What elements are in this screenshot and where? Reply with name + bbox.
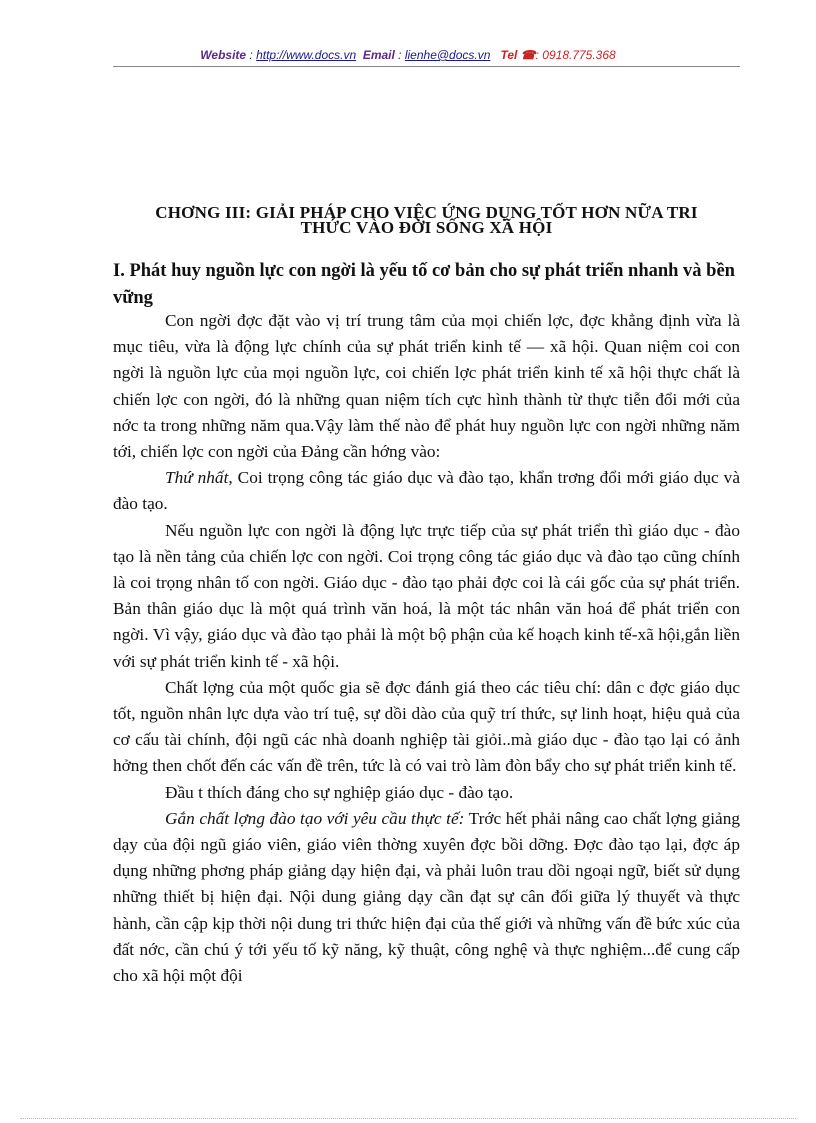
paragraph-1: Con ngời đợc đặt vào vị trí trung tâm của mọi chiến lợc, đợc khẳng định vừa là mục tiêu, vừa là động lực chính của sự phát triển kinh tế — xã hội. Quan niệm coi con ngời là nguồn lực của mọi nguồn lực, coi chiến lợc phát triển kinh tế xã hội thực chất là chiến lợc con ngời, đó là những quan niệm tích cực hình thành từ thực tiễn đổi mới của nớc ta trong những năm qua.Vậy làm thế nào để phát huy nguồn lực con ngời những năm tới, chiến lợc con ngời của Đảng cần hớng vào: — [113, 311, 740, 462]
chapter-title-line-2: THỨC VÀO ĐỜI SỐNG XÃ HỘI — [300, 218, 553, 237]
paragraph-4: Chất lợng của một quốc gia sẽ đợc đánh giá theo các tiêu chí: dân c đợc giáo dục tốt, nguồn nhân lực dựa vào trí tuệ, sự dồi dào của quỹ trí thức, sự linh hoạt, hiệu quả của cơ cấu tài chính, đội ngũ các nhà doanh nghiệp tài giỏi..mà giáo dục - đào tạo lại có ảnh hởng then chốt đến các vấn đề trên, tức là có vai trò làm đòn bẩy cho sự phát triển kinh tế. — [113, 677, 740, 776]
section-heading: I. Phát huy nguồn lực con ngời là yếu tố cơ bản cho sự phát triển nhanh và bền vững — [113, 261, 735, 308]
paragraph-6-lead: Gắn chất lợng đào tạo với yêu cầu thực tế: — [165, 808, 465, 828]
tel-label: Tel ☎ — [500, 48, 536, 62]
website-link[interactable]: http://www.docs.vn — [256, 48, 357, 62]
chapter-title — [113, 205, 740, 235]
paragraph-6-text: Trớc hết phải nâng cao chất lợng giảng dạy của đội ngũ giáo viên, giáo viên thờng xuyên đợc bồi dỡng. Đợc đào tạo lại, đợc áp dụng những phơng pháp giảng dạy hiện đại, và phải luôn trau dồi ngoại ngữ, biết sử dụng những thiết bị hiện đại. Nội dung giảng dạy cần đạt sự cân đối giữa lý thuyết và thực hành, cần cập kịp thời nội dung tri thức hiện đại của thế giới và những vấn đề bức xúc của đất nớc, cần chú ý tới yếu tố kỹ năng, kỹ thuật, công nghệ và thực nghiệm...để cung cấp cho xã hội một đội — [113, 808, 740, 986]
body-text — [113, 308, 740, 989]
paragraph-2 — [113, 465, 740, 517]
email-separator: : — [394, 48, 405, 62]
website-separator: : — [246, 48, 257, 62]
paragraph-6 — [113, 806, 740, 989]
paragraph-2-text: Coi trọng công tác giáo dục và đào tạo, khẩn trơng đổi mới giáo dục và đào tạo. — [113, 468, 740, 514]
email-link[interactable]: lienhe@docs.vn — [404, 48, 491, 62]
tel-number: : 0918.775.368 — [535, 48, 616, 62]
email-label: Email — [362, 48, 395, 62]
paragraph-3: Nếu nguồn lực con ngời là động lực trực tiếp của sự phát triển thì giáo dục - đào tạo là nền tảng của chiến lợc con ngời. Coi trọng công tác giáo dục và đào tạo cũng chính là coi trọng nhân tố con ngời. Giáo dục - đào tạo phải đợc coi là cái gốc của sự phát triển. Bản thân giáo dục là một quá trình văn hoá, là một tác nhân văn hoá để phát triển con ngời. Vì vậy, giáo dục và đào tạo phải là một bộ phận của kế hoạch kinh tế-xã hội,gắn liền với sự phát triển kinh tế - xã hội. — [113, 520, 740, 671]
page-bottom-border — [20, 1118, 796, 1119]
chapter-title-line-1: CHƠNG III: GIẢI PHÁP CHO VIỆC ỨNG DỤNG TỐT HƠN NỮA TRI — [155, 203, 698, 222]
page-header — [0, 48, 816, 62]
paragraph-5: Đầu t thích đáng cho sự nghiệp giáo dục - đào tạo. — [165, 782, 514, 802]
header-divider — [113, 66, 740, 67]
website-label: Website — [200, 48, 247, 62]
paragraph-2-lead: Thứ nhất, — [165, 468, 233, 488]
